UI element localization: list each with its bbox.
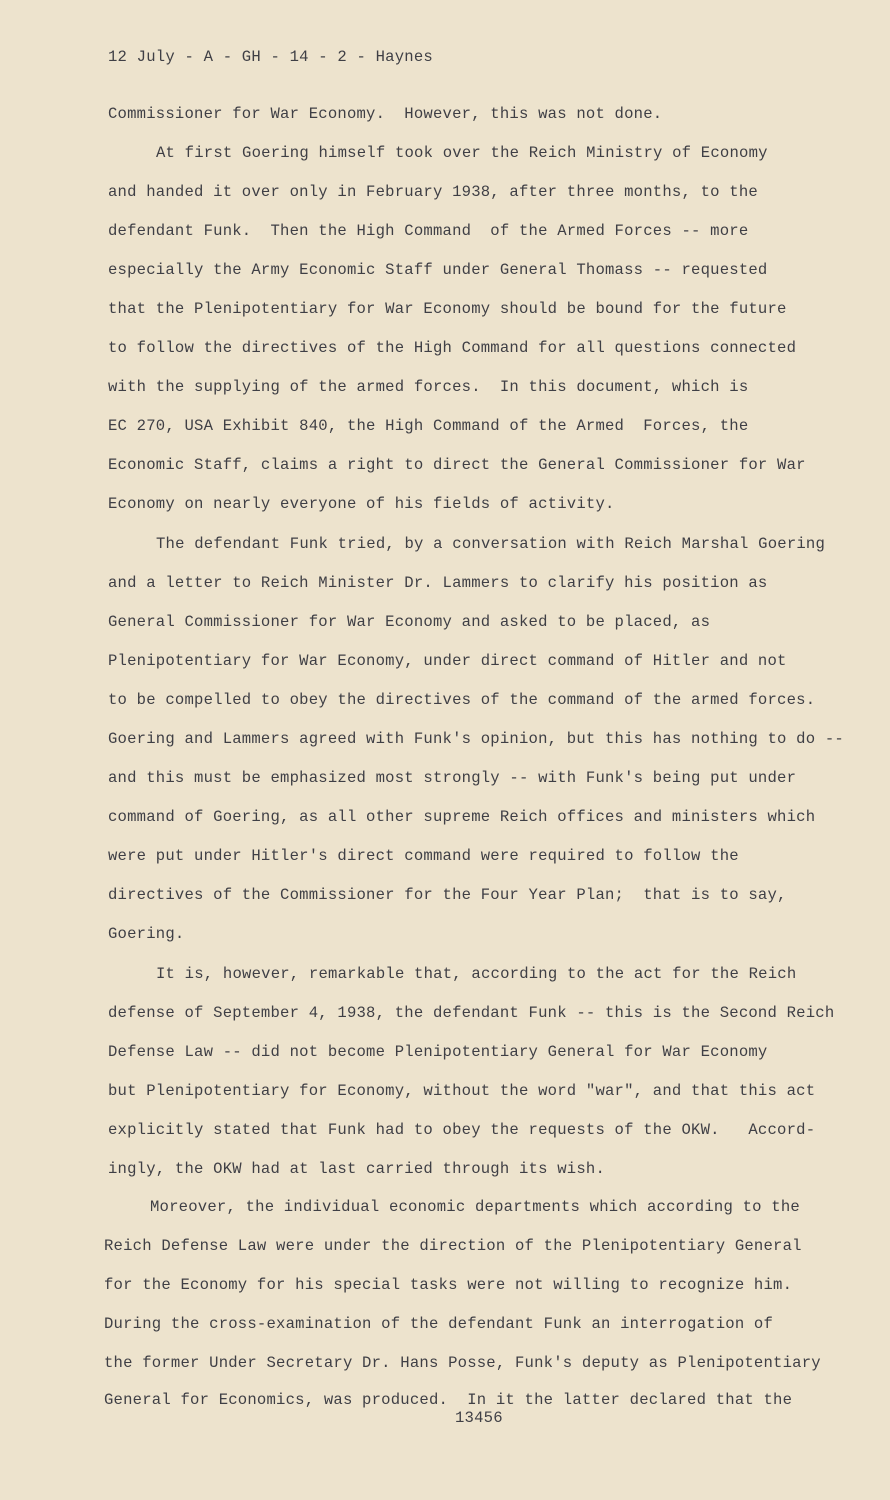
text-line: Reich Defense Law were under the direction of the Plenipotentiary General	[104, 1237, 802, 1255]
text-line: During the cross-examination of the defendant Funk an interrogation of	[104, 1315, 774, 1333]
text-line: and this must be emphasized most strongly -- with Funk's being put under	[108, 769, 797, 787]
text-line: for the Economy for his special tasks were not willing to recognize him.	[104, 1276, 793, 1294]
text-line: EC 270, USA Exhibit 840, the High Command of the Armed Forces, the	[108, 417, 749, 435]
text-line: especially the Army Economic Staff under General Thomass -- requested	[108, 261, 768, 279]
text-line: Plenipotentiary for War Economy, under direct command of Hitler and not	[108, 652, 787, 670]
text-line: the former Under Secretary Dr. Hans Posse, Funk's deputy as Plenipotentiary	[104, 1354, 821, 1372]
text-line: directives of the Commissioner for the Four Year Plan; that is to say,	[108, 886, 787, 904]
text-line: Defense Law -- did not become Plenipotentiary General for War Economy	[108, 1043, 768, 1061]
text-line: with the supplying of the armed forces. In this document, which is	[108, 378, 749, 396]
text-line: to be compelled to obey the directives of the command of the armed forces.	[108, 691, 816, 709]
text-line: explicitly stated that Funk had to obey the requests of the OKW. Accord-	[108, 1121, 816, 1139]
text-line: but Plenipotentiary for Economy, without the word "war", and that this act	[108, 1082, 816, 1100]
text-line: The defendant Funk tried, by a conversation with Reich Marshal Goering	[156, 535, 826, 553]
text-line: It is, however, remarkable that, according to the act for the Reich	[156, 965, 797, 983]
text-line: were put under Hitler's direct command were required to follow the	[108, 847, 739, 865]
text-line: to follow the directives of the High Command for all questions connected	[108, 339, 797, 357]
text-line: General Commissioner for War Economy and asked to be placed, as	[108, 613, 711, 631]
text-line: and handed it over only in February 1938, after three months, to the	[108, 183, 758, 201]
page-header: 12 July - A - GH - 14 - 2 - Haynes	[108, 48, 433, 66]
text-line: command of Goering, as all other supreme Reich offices and ministers which	[108, 808, 816, 826]
text-line: At first Goering himself took over the Reich Ministry of Economy	[156, 144, 768, 162]
text-line: defendant Funk. Then the High Command of the Armed Forces -- more	[108, 222, 749, 240]
text-line: Goering and Lammers agreed with Funk's opinion, but this has nothing to do --	[108, 730, 844, 748]
text-line: ingly, the OKW had at last carried through its wish.	[108, 1160, 606, 1178]
text-line: Economic Staff, claims a right to direct the General Commissioner for War	[108, 456, 806, 474]
text-line: and a letter to Reich Minister Dr. Lammers to clarify his position as	[108, 574, 768, 592]
text-line: General for Economics, was produced. In it the latter declared that the	[104, 1391, 793, 1409]
text-line: Economy on nearly everyone of his fields of activity.	[108, 495, 615, 513]
text-line: that the Plenipotentiary for War Economy should be bound for the future	[108, 300, 787, 318]
text-line: defense of September 4, 1938, the defendant Funk -- this is the Second Reich	[108, 1004, 835, 1022]
text-line: Goering.	[108, 925, 185, 943]
text-line: Moreover, the individual economic departments which according to the	[150, 1198, 800, 1216]
text-line: Commissioner for War Economy. However, this was not done.	[108, 105, 663, 123]
page-number: 13456	[455, 1409, 503, 1427]
